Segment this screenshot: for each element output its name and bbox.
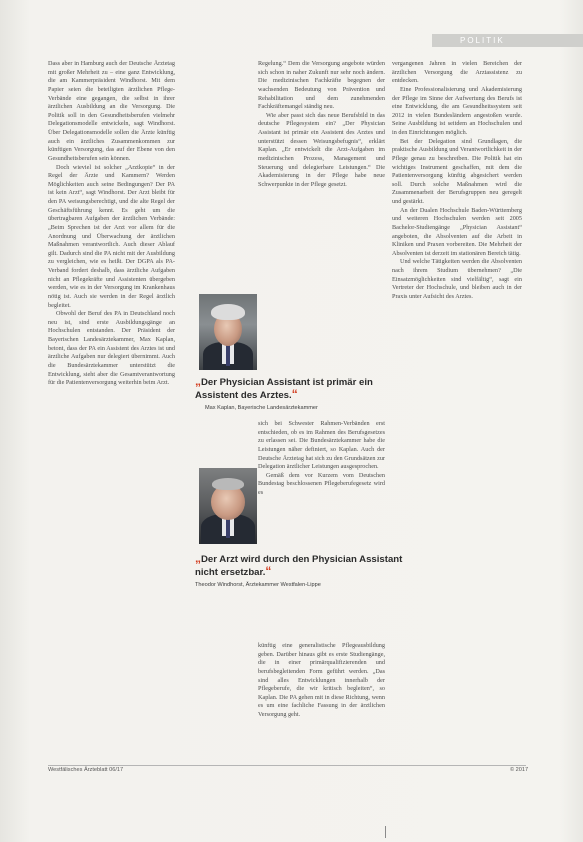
- footer-publication: Westfälisches Ärzteblatt 06/17: [48, 767, 124, 773]
- quote-close-mark: “: [265, 563, 272, 578]
- paragraph: Eine Professionalisierung und Akademisierung der Pflege im Sinne der Aufwertung des Berufs ist eine Entwicklung, die am Gesundheitssystem seit 2012 in vielen Bundesländern angestoßen wurde. Seine Ausbildung ist seitdem an Hochschulen und in den Einrichtungen möglich.: [392, 85, 522, 136]
- quote-open-mark: „: [195, 374, 201, 388]
- paragraph: Und welche Tätigkeiten werden die Absolventen nach ihrem Studium übernehmen? „Die Einsatzmöglichkeiten sind vielfältig“, sagt ein Vertreter der Hochschule, und bleiben auch in der Praxis unter Aufsicht des Arztes.: [392, 258, 522, 300]
- article-column-2-bottom: [258, 642, 385, 760]
- paragraph: Dass aber in Hamburg auch der Deutsche Ärztetag mit großer Mehrheit zu – eine ganz Entwicklung, die am Kammerpräsident Windhorst. Mit dem Papier seien die beteiligten ärztlichen Pflege-Verbände eine gegangen, die selbst in ihrer ärztlichen Ausbildung an die Versorgung. Die Politik soll in den Gesundheitsberufen vielmehr Delegationsmodelle entwickeln, sagt Windhorst. Über Delegationsmodelle sollen die Ärzte künftig auch ein ärztliches Zusammenkommen zur künftigen Versorgung, das auf der Ebene von den Gesundheitsberufen sein können.: [48, 60, 175, 162]
- paragraph: Doch wieviel ist solcher „Arztkopie“ in der Regel der Ärzte und Kammern? Werden Möglichkeiten auch seine Bedingungen? Der PA ist kein Arzt“, sagt Windhorst. Der Arzt bleibt für den PA weisungsberechtigt, und die alte Regel der Geschäftsführung kennt. Es geht um die übertragbaren Aufgaben der ärztlichen Verbände: „Beim Sprechen ist der Arzt vor allem für die Anordnung und Überwachung der ärztlichen Maßnahmen verantwortlich. Auch dieser Ablauf gilt. Dadurch sind die PA nicht mit der Ausbildung zu vergleichen, wie es heißt. Der DGPA als PA-Verband fordert deshalb, dass ärztliche Aufgaben nicht an Pflegekräfte und Assistenten übergeben werden, wie es in der Versorgung im Krankenhaus nötig ist. Auch sie werden in der Regel ärztlich begleitet.: [48, 163, 175, 309]
- portrait-photo-kaplan: [199, 294, 257, 370]
- quote-attribution-2: Theodor Windhorst, Ärztekammer Westfalen-Lippe: [195, 582, 321, 588]
- section-header-bar: [432, 34, 583, 47]
- pull-quote-2: [195, 553, 405, 578]
- portrait-photo-windhorst: [199, 468, 257, 544]
- paragraph: vergangenen Jahren in vielen Bereichen der ärztlichen Versorgung die Arztassistenz zu entdecken.: [392, 60, 522, 85]
- paragraph: Wie aber passt sich das neue Berufsbild in das deutsche Pflegesystem ein? „Der Physician Assistant ist primär ein Assistent des Arztes und unterstützt dessen Weisungsbefugnis“, erklärt Kaplan. „Er entwickelt die Arzt-Aufgaben im medizinischen Prozess, Management und Steuerung und delegierbare Leistungen.“ Die Akademisierung in der Pflege habe neue Schwerpunkte in der Pflege gesetzt.: [258, 111, 385, 188]
- pull-quote-1: [195, 376, 395, 401]
- pull-quote-text: Der Physician Assistant ist primär ein Assistent des Arztes.: [195, 377, 373, 401]
- tie-shape: [226, 344, 230, 366]
- footer-rule: [48, 765, 526, 766]
- paragraph: künftig eine generalistische Pflegeausbildung geben. Darüber hinaus gibt es erste Studiengänge, die in einer primärqualifizierenden und berufsbegleitenden Form geführt werden. „Das sind alles Entwicklungen innerhalb der Pflegeberufe, die wir kritisch begleiten“, so Kaplan. Die PA gehen mit in diese Richtung, wenn es um eine fachliche Fassung in der ärztlichen Versorgung geht.: [258, 642, 385, 718]
- crop-mark: [385, 826, 386, 838]
- paragraph: Regelung.“ Dem die Versorgung angebote würden sich schon in naher Zukunft nur sehr noch ändern. Die medizinischen Fachkräfte begegnen der wachsenden Bedeutung von Prävention und Rehabilitation und dem zunehmenden Fachkräftemangel ständig neu.: [258, 60, 385, 111]
- section-label: POLITIK: [460, 36, 505, 45]
- quote-open-mark: „: [195, 551, 201, 565]
- paragraph: An der Dualen Hochschule Baden-Württemberg und weiteren Hochschulen werden seit 2005 Bachelor-Studiengänge „Physician Assistant“ angeboten, die Absolventen auf die Arbeit in Kliniken und Praxen vorbereiten. Die Mehrheit der Absolventen ist derzeit im stationären Bereich tätig.: [392, 206, 522, 257]
- article-column-2-top: [258, 60, 385, 280]
- hair-shape: [211, 304, 245, 320]
- quote-attribution-1: Max Kaplan, Bayerische Landesärztekammer: [205, 405, 318, 411]
- paragraph: Obwohl der Beruf des PA in Deutschland noch neu ist, sind erste Ausbildungsgänge an Hochschulen entstanden. Der Präsident der Bayerischen Landesärztekammer, Max Kaplan, betont, dass der PA ein Assistent des Arztes ist und ärztliche Aufgaben nur delegiert übernimmt. Auch die Bundesärztekammer unterstützt die Entwicklung, sieht aber die Gesamtverantwortung für die Patientenversorgung weiterhin beim Arzt.: [48, 310, 175, 387]
- quote-close-mark: “: [291, 386, 298, 401]
- paragraph: Gemäß dem vor Kurzem vom Deutschen Bundestag beschlossenen Pflegeberufegesetz wird es: [258, 471, 385, 496]
- paragraph: Bei der Delegation sind Grundlagen, die praktische Ausbildung und Verantwortlichkeit in der Pflege genau zu beschreiben. Die Politik hat ein wichtiges Instrument geschaffen, mit dem die Patientenversorgung künftig abgesichert werden soll. Durch solche Maßnahmen wird die Zusammenarbeit der Berufsgruppen neu geregelt und gestärkt.: [392, 137, 522, 205]
- paragraph: sich bei Schwester Rahmen-Verbänden erst entschieden, ob es im Rahmen des Berufsgesetzes zu erlassen sei. Die Bundesärztekammer habe die Leistungen näher definiert, so Kaplan. Auch der Deutsche Ärztetag hat sich zu den Grundsätzen zur Delegation ärztlicher Leistungen ausgesprochen.: [258, 420, 385, 471]
- article-column-3: [392, 60, 522, 760]
- pull-quote-text: Der Arzt wird durch den Physician Assistant nicht ersetzbar.: [195, 554, 403, 578]
- hair-shape: [212, 478, 244, 490]
- article-column-2-middle: [258, 420, 385, 560]
- article-column-1: [48, 60, 175, 760]
- footer-page-number: © 2017: [510, 767, 529, 773]
